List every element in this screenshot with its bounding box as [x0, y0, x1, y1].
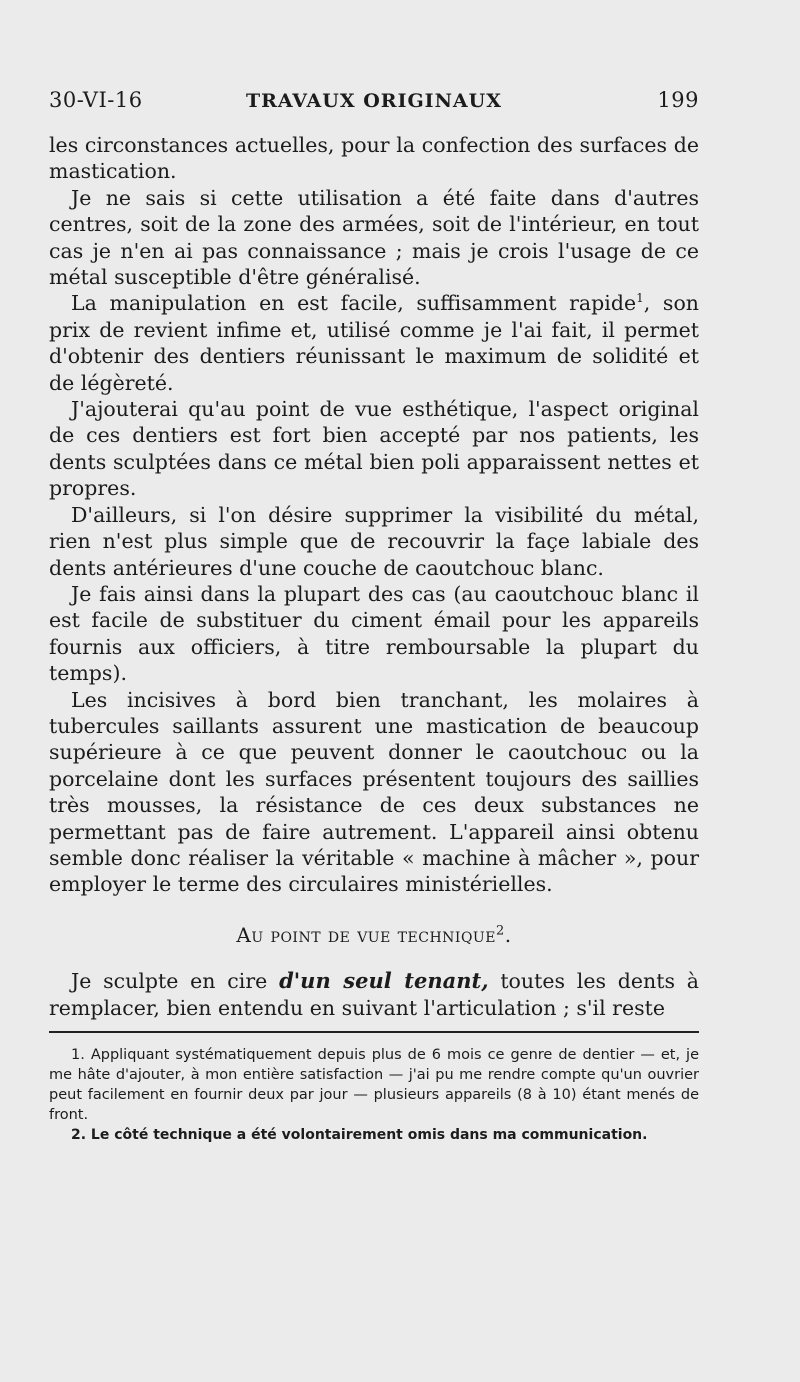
footnote-ref-1: 1 — [636, 291, 644, 306]
paragraph-3-end: , son prix de revient infime et, utilisé comme je l'ai fait, il permet d'obtenir des dentiers réunissant le maximum de solidité et de légèreté. — [49, 291, 699, 395]
paragraph-8-start: Je sculpte en cire — [71, 969, 280, 994]
footnote-rule — [49, 1031, 699, 1033]
paragraph-3-start: La manipulation en est facile, suffisamment rapide — [71, 291, 637, 316]
running-head — [49, 88, 699, 118]
page-number: 199 — [657, 88, 699, 112]
header-date: 30-VI-16 — [49, 88, 143, 112]
paragraph-3 — [49, 290, 699, 396]
paragraph-8-italic: d'un seul tenant, — [279, 968, 489, 994]
paragraph-5: D'ailleurs, si l'on désire supprimer la visibilité du métal, rien n'est plus simple que de recouvrir la façe labiale des dents antérieures d'une couche de caoutchouc blanc. — [49, 502, 699, 580]
section-heading — [49, 922, 699, 948]
footnotes — [49, 1045, 699, 1145]
footnote-2: 2. Le côté technique a été volontairement omis dans ma communication. — [71, 1127, 648, 1143]
paragraph-8 — [49, 968, 699, 1021]
body-text — [49, 132, 699, 1021]
header-title: TRAVAUX ORIGINAUX — [246, 90, 502, 112]
paragraph-7: Les incisives à bord bien tranchant, les molaires à tubercules saillants assurent une mastication de beaucoup supérieure à ce que peuvent donner le caoutchouc ou la porcelaine dont les surfaces présentent toujours des saillies très mousses, la résistance de ces deux substances ne permettant pas de faire autrement. L'appareil ainsi obtenu semble donc réaliser la véritable « machine à mâcher », pour employer le terme des circulaires ministérielles. — [49, 687, 699, 897]
paragraph-4: J'ajouterai qu'au point de vue esthétique, l'aspect original de ces dentiers est fort bien accepté par nos patients, les dents sculptées dans ce métal bien poli apparaissent nettes et propres. — [49, 397, 699, 501]
paragraph-1: les circonstances actuelles, pour la confection des surfaces de mastication. — [49, 133, 699, 184]
page — [49, 88, 699, 1145]
footnote-1: 1. Appliquant systématiquement depuis plus de 6 mois ce genre de dentier — et, je me hâte d'ajouter, à mon entière satisfaction — j'ai pu me rendre compte qu'un ouvrier peut facilement en fournir deux par jour — plusieurs appareils (8 à 10) étant menés de front. — [49, 1047, 699, 1123]
paragraph-2: Je ne sais si cette utilisation a été faite dans d'autres centres, soit de la zone des armées, soit de l'intérieur, en tout cas je n'en ai pas connaissance ; mais je crois l'usage de ce métal susceptible d'être généralisé. — [49, 185, 699, 290]
section-heading-period: . — [504, 922, 512, 947]
footnote-ref-2: 2 — [495, 923, 505, 939]
section-heading-text: Au point de vue technique — [236, 922, 496, 947]
paragraph-8-end: toutes les dents à remplacer, bien entendu en suivant l'articulation ; s'il reste — [49, 969, 699, 1020]
paragraph-6: Je fais ainsi dans la plupart des cas (au caoutchouc blanc il est facile de substituer du ciment émail pour les appareils fournis aux officiers, à titre remboursable la plupart du temps). — [49, 581, 699, 686]
